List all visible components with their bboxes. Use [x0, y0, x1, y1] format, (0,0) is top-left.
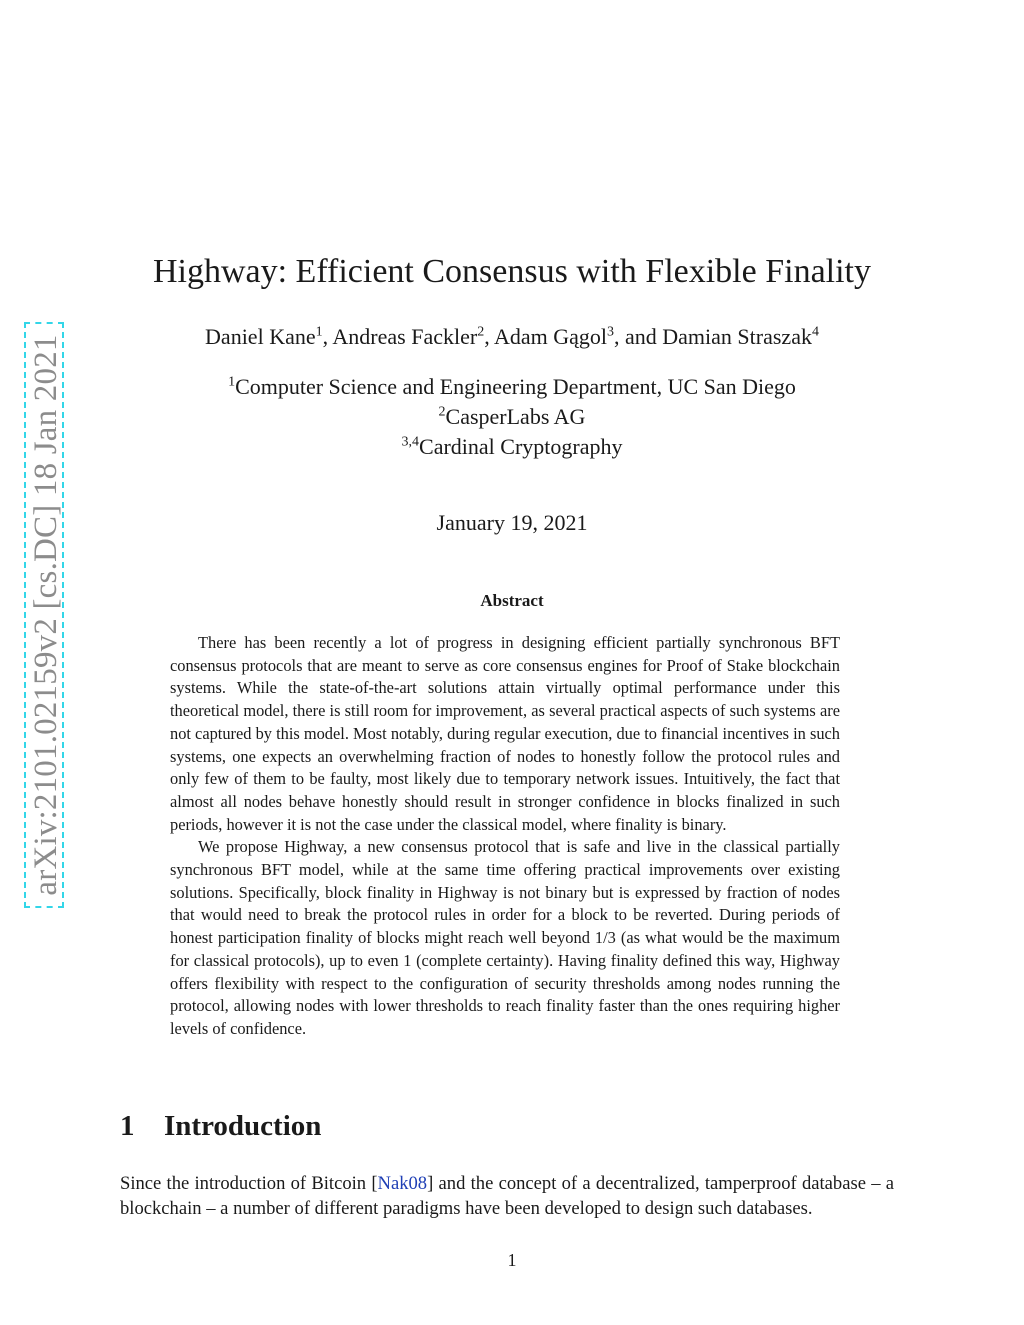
affiliation-name: CasperLabs AG	[445, 404, 586, 429]
intro-text: ] and the concept of a decentralized, tamperproof database – a blockchain – a number of different paradigms have been developed to design such databases.	[120, 1173, 894, 1219]
paper-date: January 19, 2021	[436, 510, 588, 535]
affiliation-name: Cardinal Cryptography	[419, 434, 623, 459]
arxiv-stamp-text: arXiv:2101.02159v2 [cs.DC] 18 Jan 2021	[28, 334, 64, 896]
affiliation	[0, 432, 1024, 462]
intro-text: Since the introduction of Bitcoin [	[120, 1173, 378, 1194]
author-name: Andreas Fackler	[332, 324, 478, 349]
affiliation-mark: 4	[811, 324, 819, 340]
abstract-heading: Abstract	[480, 591, 544, 610]
abstract-paragraph: There has been recently a lot of progress in designing efficient partially synchronous BFT consensus protocols that are meant to serve as core consensus engines for Proof of Stake blockchain systems. While the state-of-the-art solutions attain virtually optimal performance under this theoretical model, there is still room for improvement, as several practical aspects of such systems are not captured by this model. Most notably, during regular execution, due to financial incentives in such systems, one expects an overwhelming fraction of nodes to honestly follow the protocol rules and only few of them to be faulty, most likely due to temporary network issues. Intuitively, the fact that almost all nodes behave honestly should result in stronger confidence in blocks finalized in such periods, however it is not the case under the classical model, where finality is binary.	[170, 633, 840, 834]
author-separator: ,	[322, 324, 333, 349]
affiliation-mark: 1	[228, 374, 236, 390]
affiliation-mark: 3,4	[401, 434, 420, 450]
author-name: Daniel Kane	[205, 324, 316, 349]
section-heading	[120, 1106, 321, 1146]
citation-link[interactable]: Nak08	[377, 1173, 428, 1194]
author-name: Adam Gągol	[493, 324, 608, 349]
paper-title: Highway: Efficient Consensus with Flexible Finality	[152, 253, 872, 290]
author-list	[0, 322, 1024, 352]
author-name: Damian Straszak	[662, 324, 812, 349]
affiliation-mark: 2	[477, 324, 485, 340]
section-number: 1	[120, 1110, 135, 1142]
affiliation-mark: 2	[438, 404, 446, 420]
abstract-body	[170, 632, 840, 1041]
intro-paragraph	[120, 1172, 894, 1221]
affiliation-mark: 3	[607, 324, 615, 340]
affiliation-name: Computer Science and Engineering Department, UC San Diego	[235, 374, 796, 399]
section-title: Introduction	[164, 1110, 322, 1142]
affiliation-mark: 1	[315, 324, 323, 340]
abstract-paragraph: We propose Highway, a new consensus protocol that is safe and live in the classical partially synchronous BFT model, while at the same time offering practical improvements over existing solutions. Specifically, block finality in Highway is not binary but is expressed by fraction of nodes that would need to break the protocol rules in order for a block to be reverted. During periods of honest participation finality of blocks might reach well beyond 1/3 (as what would be the maximum for classical protocols), up to even 1 (complete certainty). Having finality defined this way, Highway offers flexibility with respect to the configuration of security thresholds among nodes running the protocol, allowing nodes with lower thresholds to reach finality faster than the ones requiring higher levels of confidence.	[170, 837, 840, 1038]
author-separator: , and	[614, 324, 663, 349]
affiliation-list	[0, 372, 1024, 462]
page-number: 1	[507, 1250, 517, 1270]
affiliation	[0, 372, 1024, 402]
author-separator: ,	[484, 324, 494, 349]
affiliation	[0, 402, 1024, 432]
